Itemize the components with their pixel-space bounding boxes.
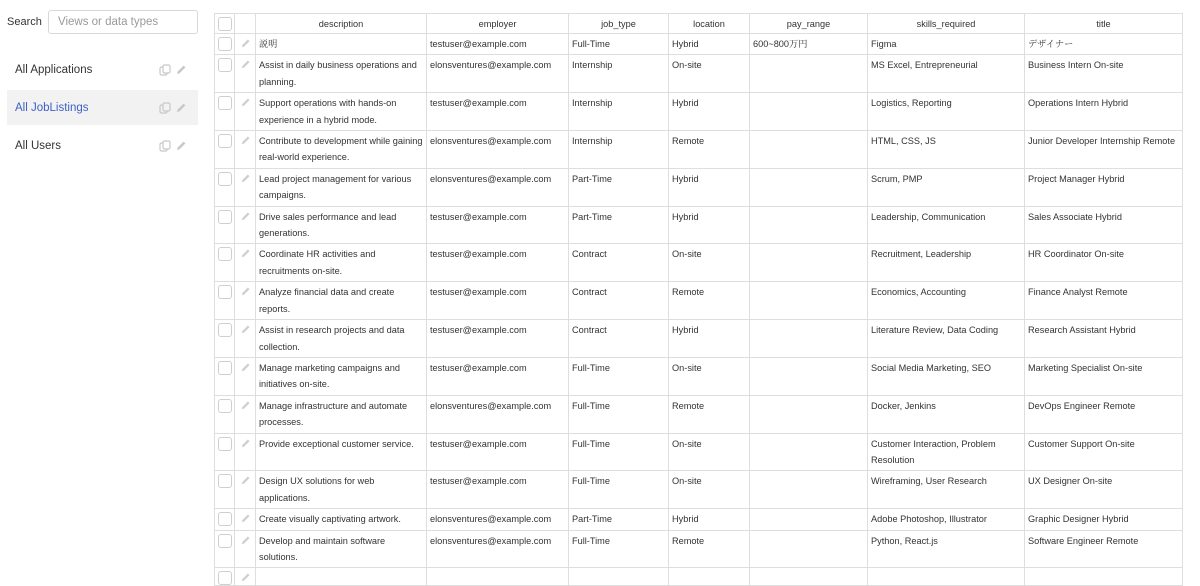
row-select-checkbox[interactable] (218, 134, 232, 148)
cell-job-type[interactable]: Internship (569, 93, 669, 131)
pencil-icon[interactable] (240, 324, 251, 335)
nav-item-actions (159, 102, 187, 114)
cell-pay-range[interactable] (750, 509, 868, 530)
cell-job-type[interactable]: Full-Time (569, 433, 669, 471)
cell-location[interactable]: On-site (669, 55, 750, 93)
cell-employer[interactable]: testuser@example.com (427, 206, 569, 244)
cell-skills-required[interactable]: Customer Interaction, Problem Resolution (868, 433, 1025, 471)
column-header-description[interactable]: description (256, 14, 427, 34)
cell-title[interactable]: Operations Intern Hybrid (1025, 93, 1183, 131)
pencil-icon[interactable] (240, 475, 251, 486)
row-select-cell (215, 509, 235, 530)
cell-skills-required[interactable]: Social Media Marketing, SEO (868, 357, 1025, 395)
cell-description[interactable]: Manage infrastructure and automate processes. (256, 395, 427, 433)
column-header-job-type[interactable]: job_type (569, 14, 669, 34)
table-row[interactable] (215, 93, 1183, 131)
row-select-cell (215, 34, 235, 55)
nav-item-all-users[interactable] (7, 128, 198, 163)
cell-skills-required[interactable] (868, 568, 1025, 586)
cell-employer[interactable]: elonsventures@example.com (427, 530, 569, 568)
cell-title[interactable]: Marketing Specialist On-site (1025, 357, 1183, 395)
cell-location[interactable]: Hybrid (669, 168, 750, 206)
cell-location[interactable]: Hybrid (669, 206, 750, 244)
row-select-cell (215, 320, 235, 358)
cell-title[interactable] (1025, 568, 1183, 586)
cell-employer[interactable]: elonsventures@example.com (427, 55, 569, 93)
row-edit-cell (235, 93, 256, 131)
row-select-checkbox[interactable] (218, 172, 232, 186)
cell-location[interactable]: On-site (669, 244, 750, 282)
cell-title[interactable]: UX Designer On-site (1025, 471, 1183, 509)
cell-skills-required[interactable]: Adobe Photoshop, Illustrator (868, 509, 1025, 530)
pencil-icon[interactable] (175, 140, 187, 152)
row-edit-cell (235, 131, 256, 169)
cell-skills-required[interactable]: Figma (868, 34, 1025, 55)
cell-pay-range[interactable] (750, 530, 868, 568)
nav-item-all-joblistings[interactable] (7, 90, 198, 125)
cell-location[interactable]: On-site (669, 433, 750, 471)
table-row[interactable] (215, 395, 1183, 433)
pencil-icon[interactable] (240, 135, 251, 146)
column-header-employer[interactable]: employer (427, 14, 569, 34)
cell-title[interactable]: HR Coordinator On-site (1025, 244, 1183, 282)
table-row[interactable] (215, 131, 1183, 169)
row-edit-cell (235, 530, 256, 568)
cell-location[interactable]: Hybrid (669, 93, 750, 131)
cell-location[interactable]: On-site (669, 471, 750, 509)
row-select-checkbox[interactable] (218, 512, 232, 526)
cell-description[interactable]: Create visually captivating artwork. (256, 509, 427, 530)
pencil-icon[interactable] (240, 362, 251, 373)
nav-item-all-applications[interactable] (7, 52, 198, 87)
copy-icon[interactable] (159, 140, 172, 152)
cell-description[interactable]: Drive sales performance and lead generations. (256, 206, 427, 244)
row-select-cell (215, 168, 235, 206)
cell-pay-range[interactable] (750, 395, 868, 433)
cell-location[interactable]: Remote (669, 282, 750, 320)
cell-job-type[interactable] (569, 568, 669, 586)
cell-job-type[interactable]: Full-Time (569, 395, 669, 433)
cell-employer[interactable] (427, 568, 569, 586)
row-select-checkbox[interactable] (218, 285, 232, 299)
select-all-checkbox[interactable] (218, 17, 232, 31)
row-select-checkbox[interactable] (218, 96, 232, 110)
cell-location[interactable]: Remote (669, 395, 750, 433)
row-select-checkbox[interactable] (218, 399, 232, 413)
pencil-icon[interactable] (240, 248, 251, 259)
cell-skills-required[interactable]: Scrum, PMP (868, 168, 1025, 206)
cell-job-type[interactable]: Contract (569, 320, 669, 358)
row-select-checkbox[interactable] (218, 210, 232, 224)
cell-pay-range[interactable] (750, 357, 868, 395)
row-select-cell (215, 131, 235, 169)
row-select-checkbox[interactable] (218, 361, 232, 375)
nav-item-label: All JobListings (15, 101, 89, 114)
row-select-checkbox[interactable] (218, 474, 232, 488)
row-edit-cell (235, 568, 256, 586)
row-select-checkbox[interactable] (218, 37, 232, 51)
row-edit-cell (235, 509, 256, 530)
cell-skills-required[interactable]: Recruitment, Leadership (868, 244, 1025, 282)
cell-employer[interactable]: elonsventures@example.com (427, 395, 569, 433)
row-select-cell (215, 357, 235, 395)
joblistings-table-container (214, 13, 1184, 562)
cell-description[interactable]: 説明 (256, 34, 427, 55)
row-select-cell (215, 395, 235, 433)
cell-employer[interactable]: testuser@example.com (427, 282, 569, 320)
cell-title[interactable]: デザイナー (1025, 34, 1183, 55)
pencil-icon[interactable] (240, 572, 251, 583)
table-row[interactable] (215, 206, 1183, 244)
pencil-icon[interactable] (175, 64, 187, 76)
cell-skills-required[interactable]: Leadership, Communication (868, 206, 1025, 244)
table-row[interactable] (215, 471, 1183, 509)
cell-title[interactable]: Business Intern On-site (1025, 55, 1183, 93)
cell-title[interactable]: Sales Associate Hybrid (1025, 206, 1183, 244)
cell-employer[interactable]: elonsventures@example.com (427, 509, 569, 530)
row-select-cell (215, 568, 235, 586)
cell-job-type[interactable]: Internship (569, 55, 669, 93)
edit-column-header (235, 14, 256, 34)
row-edit-cell (235, 206, 256, 244)
cell-pay-range[interactable] (750, 93, 868, 131)
row-edit-cell (235, 55, 256, 93)
cell-description[interactable]: Design UX solutions for web applications. (256, 471, 427, 509)
cell-description[interactable]: Contribute to development while gaining real-world experience. (256, 131, 427, 169)
nav-item-actions (159, 64, 187, 76)
row-select-checkbox[interactable] (218, 323, 232, 337)
row-select-cell (215, 433, 235, 471)
column-header-title[interactable]: title (1025, 14, 1183, 34)
cell-pay-range[interactable] (750, 433, 868, 471)
cell-skills-required[interactable]: Docker, Jenkins (868, 395, 1025, 433)
cell-title[interactable]: Project Manager Hybrid (1025, 168, 1183, 206)
row-edit-cell (235, 168, 256, 206)
cell-title[interactable]: Customer Support On-site (1025, 433, 1183, 471)
row-select-cell (215, 471, 235, 509)
pencil-icon[interactable] (240, 535, 251, 546)
table-row[interactable] (215, 168, 1183, 206)
select-all-cell (215, 14, 235, 34)
cell-job-type[interactable]: Full-Time (569, 357, 669, 395)
cell-title[interactable]: Finance Analyst Remote (1025, 282, 1183, 320)
cell-pay-range[interactable] (750, 282, 868, 320)
pencil-icon[interactable] (240, 38, 251, 49)
column-header-pay-range[interactable]: pay_range (750, 14, 868, 34)
cell-title[interactable]: Junior Developer Internship Remote (1025, 131, 1183, 169)
sidebar (0, 0, 205, 504)
cell-pay-range[interactable] (750, 471, 868, 509)
cell-title[interactable]: Software Engineer Remote (1025, 530, 1183, 568)
table-row[interactable] (215, 34, 1183, 55)
cell-pay-range[interactable] (750, 244, 868, 282)
nav-item-label: All Applications (15, 63, 93, 76)
pencil-icon[interactable] (240, 513, 251, 524)
cell-title[interactable]: DevOps Engineer Remote (1025, 395, 1183, 433)
row-select-checkbox[interactable] (218, 534, 232, 548)
cell-skills-required[interactable]: HTML, CSS, JS (868, 131, 1025, 169)
cell-pay-range[interactable] (750, 131, 868, 169)
table-row[interactable] (215, 282, 1183, 320)
cell-skills-required[interactable]: Logistics, Reporting (868, 93, 1025, 131)
cell-description[interactable]: Assist in daily business operations and planning. (256, 55, 427, 93)
row-edit-cell (235, 395, 256, 433)
row-select-cell (215, 530, 235, 568)
pencil-icon[interactable] (240, 438, 251, 449)
cell-job-type[interactable]: Part-Time (569, 168, 669, 206)
cell-location[interactable]: Remote (669, 530, 750, 568)
row-select-cell (215, 93, 235, 131)
cell-description[interactable]: Assist in research projects and data collection. (256, 320, 427, 358)
cell-employer[interactable]: testuser@example.com (427, 433, 569, 471)
cell-job-type[interactable]: Part-Time (569, 206, 669, 244)
pencil-icon[interactable] (175, 102, 187, 114)
pencil-icon[interactable] (240, 59, 251, 70)
table-row[interactable] (215, 433, 1183, 471)
cell-pay-range[interactable] (750, 568, 868, 586)
cell-location[interactable]: Hybrid (669, 509, 750, 530)
search-row (7, 10, 198, 34)
cell-location[interactable]: On-site (669, 357, 750, 395)
table-header-row (215, 14, 1183, 34)
cell-employer[interactable]: testuser@example.com (427, 357, 569, 395)
cell-description[interactable]: Analyze financial data and create reports. (256, 282, 427, 320)
cell-job-type[interactable]: Contract (569, 244, 669, 282)
cell-skills-required[interactable]: Literature Review, Data Coding (868, 320, 1025, 358)
row-select-cell (215, 282, 235, 320)
joblistings-table (214, 13, 1183, 586)
cell-pay-range[interactable] (750, 206, 868, 244)
table-row[interactable] (215, 530, 1183, 568)
cell-employer[interactable]: elonsventures@example.com (427, 168, 569, 206)
cell-job-type[interactable]: Part-Time (569, 509, 669, 530)
cell-employer[interactable]: testuser@example.com (427, 34, 569, 55)
cell-pay-range[interactable]: 600~800万円 (750, 34, 868, 55)
row-select-checkbox[interactable] (218, 437, 232, 451)
cell-employer[interactable]: testuser@example.com (427, 93, 569, 131)
cell-skills-required[interactable]: MS Excel, Entrepreneurial (868, 55, 1025, 93)
cell-pay-range[interactable] (750, 55, 868, 93)
search-label: Search (7, 16, 42, 28)
table-row[interactable] (215, 55, 1183, 93)
nav-item-actions (159, 140, 187, 152)
cell-skills-required[interactable]: Wireframing, User Research (868, 471, 1025, 509)
row-select-cell (215, 206, 235, 244)
cell-employer[interactable]: elonsventures@example.com (427, 131, 569, 169)
cell-description[interactable]: Develop and maintain software solutions. (256, 530, 427, 568)
pencil-icon[interactable] (240, 97, 251, 108)
cell-job-type[interactable]: Contract (569, 282, 669, 320)
table-row[interactable] (215, 357, 1183, 395)
row-edit-cell (235, 320, 256, 358)
column-header-skills-required[interactable]: skills_required (868, 14, 1025, 34)
cell-skills-required[interactable]: Economics, Accounting (868, 282, 1025, 320)
cell-job-type[interactable]: Full-Time (569, 34, 669, 55)
cell-job-type[interactable]: Full-Time (569, 471, 669, 509)
cell-job-type[interactable]: Internship (569, 131, 669, 169)
row-edit-cell (235, 282, 256, 320)
copy-icon[interactable] (159, 102, 172, 114)
row-edit-cell (235, 244, 256, 282)
copy-icon[interactable] (159, 64, 172, 76)
pencil-icon[interactable] (240, 173, 251, 184)
cell-description[interactable]: Coordinate HR activities and recruitments on-site. (256, 244, 427, 282)
cell-employer[interactable]: testuser@example.com (427, 471, 569, 509)
row-select-cell (215, 55, 235, 93)
cell-description[interactable]: Support operations with hands-on experience in a hybrid mode. (256, 93, 427, 131)
row-edit-cell (235, 433, 256, 471)
cell-pay-range[interactable] (750, 320, 868, 358)
pencil-icon[interactable] (240, 400, 251, 411)
row-edit-cell (235, 34, 256, 55)
column-header-location[interactable]: location (669, 14, 750, 34)
pencil-icon[interactable] (240, 286, 251, 297)
pencil-icon[interactable] (240, 211, 251, 222)
cell-employer[interactable]: testuser@example.com (427, 244, 569, 282)
cell-job-type[interactable]: Full-Time (569, 530, 669, 568)
cell-description[interactable]: Manage marketing campaigns and initiatives on-site. (256, 357, 427, 395)
cell-title[interactable]: Research Assistant Hybrid (1025, 320, 1183, 358)
cell-location[interactable]: Remote (669, 131, 750, 169)
cell-location[interactable] (669, 568, 750, 586)
search-input[interactable] (48, 10, 198, 34)
nav-item-label: All Users (15, 139, 62, 152)
cell-employer[interactable]: testuser@example.com (427, 320, 569, 358)
cell-description[interactable]: Provide exceptional customer service. (256, 433, 427, 471)
cell-description[interactable]: Lead project management for various campaigns. (256, 168, 427, 206)
table-row[interactable] (215, 320, 1183, 358)
cell-pay-range[interactable] (750, 168, 868, 206)
cell-description[interactable] (256, 568, 427, 586)
table-row[interactable] (215, 244, 1183, 282)
row-select-checkbox[interactable] (218, 571, 232, 585)
cell-title[interactable]: Graphic Designer Hybrid (1025, 509, 1183, 530)
row-select-checkbox[interactable] (218, 247, 232, 261)
row-edit-cell (235, 471, 256, 509)
row-select-checkbox[interactable] (218, 58, 232, 72)
cell-skills-required[interactable]: Python, React.js (868, 530, 1025, 568)
table-row[interactable] (215, 509, 1183, 530)
row-edit-cell (235, 357, 256, 395)
cell-location[interactable]: Hybrid (669, 34, 750, 55)
cell-location[interactable]: Hybrid (669, 320, 750, 358)
table-body (215, 34, 1183, 586)
table-row[interactable] (215, 568, 1183, 586)
row-select-cell (215, 244, 235, 282)
